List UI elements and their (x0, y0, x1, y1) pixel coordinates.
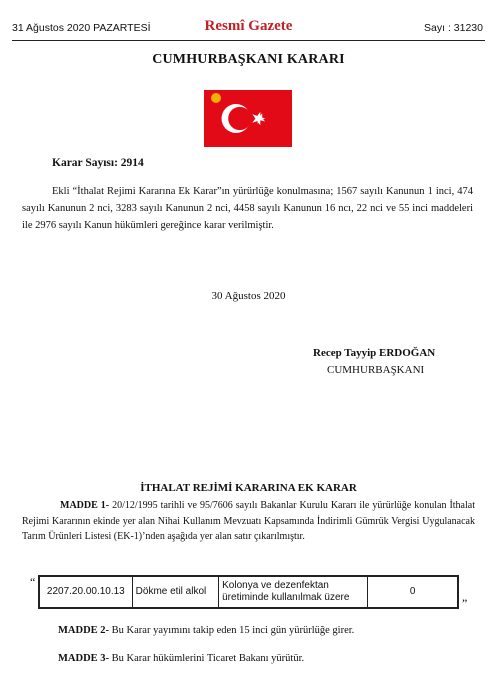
usage-purpose-cell: Kolonya ve dezenfektan üretiminde kullanılmak üzere (219, 576, 368, 608)
opening-quote: “ (30, 575, 36, 589)
document-heading: CUMHURBAŞKANI KARARI (152, 52, 345, 67)
header-divider (12, 40, 485, 41)
table-row (39, 576, 458, 608)
article-2-label: MADDE 2- (58, 625, 110, 636)
decision-date: 30 Ağustos 2020 (211, 290, 286, 302)
article-2 (58, 625, 354, 636)
decision-number: Karar Sayısı: 2914 (52, 157, 144, 169)
article-1 (22, 498, 475, 545)
tariff-table (38, 575, 459, 609)
article-1-label: MADDE 1- (60, 500, 110, 511)
product-name-cell: Dökme etil alkol (132, 576, 218, 608)
gazette-date: 31 Ağustos 2020 PAZARTESİ (12, 22, 151, 34)
article-2-text: Bu Karar yayımını takip eden 15 inci gün yürürlüğe girer. (109, 625, 355, 636)
annex-title: İTHALAT REJİMİ KARARINA EK KARAR (140, 482, 357, 494)
article-3 (58, 653, 304, 664)
tariff-code-cell: 2207.20.00.10.13 (39, 576, 132, 608)
signer-name: Recep Tayyip ERDOĞAN (313, 347, 436, 359)
gazette-issue-number: Sayı : 31230 (424, 22, 483, 34)
preamble-paragraph: Ekli “İthalat Rejimi Kararına Ek Karar”ın yürürlüğe konulmasına; 1567 sayılı Kanunun 1 inci, 474 sayılı Kanunun 2 nci, 3283 sayılı Kanunun 2 nci, 4458 sayılı Kanunun 16 ncı, 22 nci ve 55 inci maddeleri ile 2976 sayılı Kanun hükümleri gereğince karar verilmiştir. (22, 186, 473, 231)
gazette-title: Resmî Gazete (204, 18, 293, 34)
article-3-label: MADDE 3- (58, 653, 110, 664)
closing-quote: ” (462, 596, 468, 610)
article-3-text: Bu Karar hükümlerini Ticaret Bakanı yürütür. (109, 653, 305, 664)
article-1-text: 20/12/1995 tarihli ve 95/7606 sayılı Bakanlar Kurulu Kararı ile yürürlüğe konulan İthalat Rejimi Kararının ekinde yer alan Nihai Kullanım Mevzuatı Kapsamında İndirimli Gümrük Vergisi Uygulanacak Tarım Ürünleri Listesi (EK-1)’nden aşağıda yer alan satır çıkarılmıştır. (22, 500, 475, 542)
turkish-flag-icon (204, 90, 292, 147)
signer-title: CUMHURBAŞKANI (327, 364, 425, 376)
duty-rate-cell: 0 (368, 576, 458, 608)
